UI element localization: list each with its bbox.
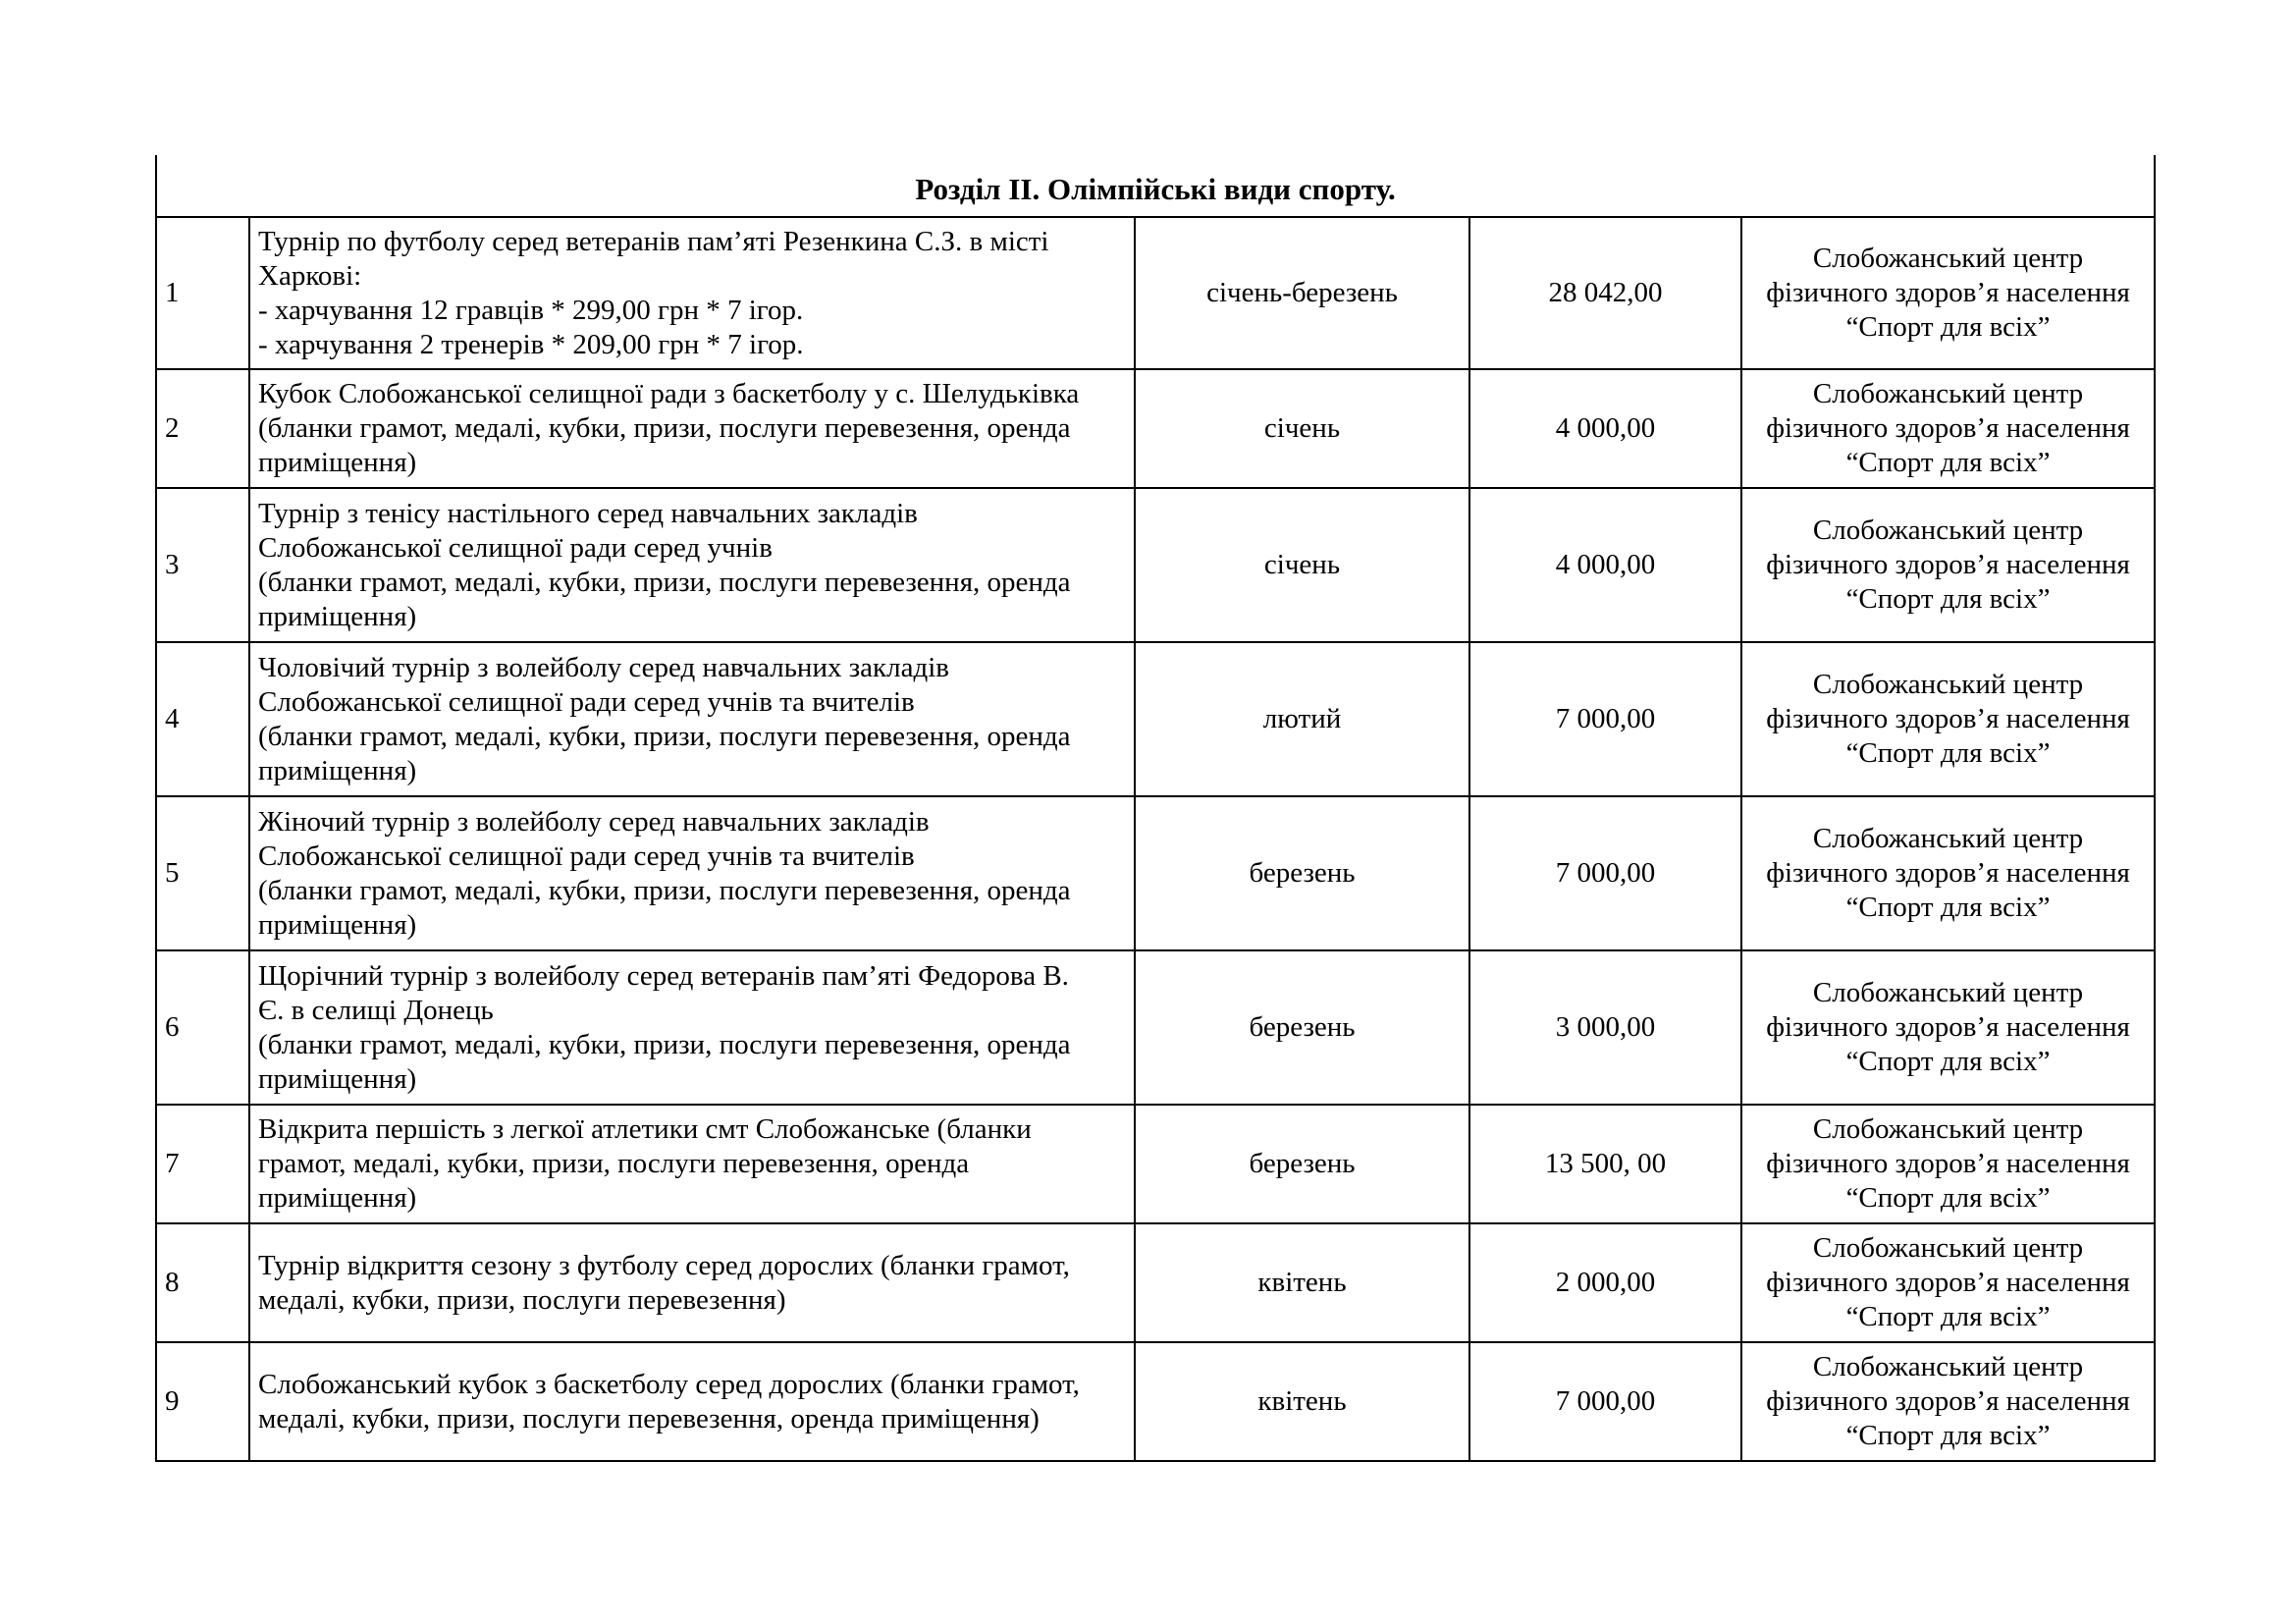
event-name-line: Чоловічий турнір з волейболу серед навчальних закладів bbox=[258, 651, 949, 683]
section-title: Розділ ІІ. Олімпійські види спорту. bbox=[156, 155, 2155, 217]
organizer-line: Слобожанський центр bbox=[1812, 243, 2084, 274]
row-number: 1 bbox=[156, 217, 249, 369]
organizer-line: “Спорт для всіх” bbox=[1845, 583, 2051, 615]
organizer-line: фізичного здоров’я населення bbox=[1766, 277, 2130, 308]
event-name-line: Турнір з тенісу настільного серед навчальних закладів bbox=[258, 497, 918, 529]
row-number: 9 bbox=[156, 1342, 249, 1461]
event-organizer bbox=[1741, 369, 2155, 488]
events-table-body bbox=[156, 155, 2155, 1461]
event-name bbox=[249, 488, 1135, 642]
event-name-line: (бланки грамот, медалі, кубки, призи, послуги перевезення, оренда bbox=[258, 874, 1071, 906]
section-header-row bbox=[156, 155, 2155, 217]
organizer-line: фізичного здоров’я населення bbox=[1766, 703, 2130, 734]
organizer-line: Слобожанський центр bbox=[1812, 514, 2084, 546]
organizer-line: Слобожанський центр bbox=[1812, 378, 2084, 409]
event-name-line: приміщення) bbox=[258, 754, 417, 786]
event-name bbox=[249, 950, 1135, 1105]
organizer-line: Слобожанський центр bbox=[1812, 1351, 2084, 1382]
organizer-line: Слобожанський центр bbox=[1812, 823, 2084, 854]
event-name-line: Кубок Слобожанської селищної ради з баскетболу у с. Шелудьківка bbox=[258, 378, 1080, 409]
event-name-line: приміщення) bbox=[258, 908, 417, 941]
organizer-line: фізичного здоров’я населення bbox=[1766, 1385, 2130, 1417]
table-row bbox=[156, 796, 2155, 950]
event-amount: 2 000,00 bbox=[1469, 1223, 1741, 1342]
table-row bbox=[156, 1105, 2155, 1223]
event-name-line: медалі, кубки, призи, послуги перевезення) bbox=[258, 1283, 786, 1316]
event-name-line: приміщення) bbox=[258, 1182, 417, 1214]
table-row bbox=[156, 642, 2155, 796]
event-name bbox=[249, 1105, 1135, 1223]
organizer-line: “Спорт для всіх” bbox=[1845, 1046, 2051, 1077]
event-amount: 4 000,00 bbox=[1469, 488, 1741, 642]
event-name-line: Слобожанської селищної ради серед учнів bbox=[258, 531, 773, 564]
event-period: квітень bbox=[1135, 1342, 1469, 1461]
event-name-line: Слобожанський кубок з баскетболу серед дорослих (бланки грамот, bbox=[258, 1368, 1080, 1400]
event-organizer bbox=[1741, 488, 2155, 642]
event-name-line: - харчування 12 гравців * 299,00 грн * 7 ігор. bbox=[258, 294, 804, 326]
table-row bbox=[156, 488, 2155, 642]
event-name-line: (бланки грамот, медалі, кубки, призи, послуги перевезення, оренда bbox=[258, 412, 1071, 444]
event-name-line: Щорічний турнір з волейболу серед ветеранів пам’яті Федорова В. bbox=[258, 959, 1069, 992]
organizer-line: фізичного здоров’я населення bbox=[1766, 1011, 2130, 1043]
event-amount: 28 042,00 bbox=[1469, 217, 1741, 369]
event-name bbox=[249, 217, 1135, 369]
row-number: 2 bbox=[156, 369, 249, 488]
event-name-line: (бланки грамот, медалі, кубки, призи, послуги перевезення, оренда bbox=[258, 720, 1071, 752]
event-name-line: Слобожанської селищної ради серед учнів та вчителів bbox=[258, 685, 915, 718]
organizer-line: фізичного здоров’я населення bbox=[1766, 412, 2130, 444]
organizer-line: “Спорт для всіх” bbox=[1845, 1182, 2051, 1214]
event-name bbox=[249, 1223, 1135, 1342]
event-amount: 7 000,00 bbox=[1469, 796, 1741, 950]
event-name-line: приміщення) bbox=[258, 600, 417, 632]
table-row bbox=[156, 1342, 2155, 1461]
event-amount: 7 000,00 bbox=[1469, 642, 1741, 796]
event-period: січень bbox=[1135, 369, 1469, 488]
event-name-line: Турнір по футболу серед ветеранів пам’яті Резенкина С.З. в місті bbox=[258, 225, 1049, 257]
event-name-line: грамот, медалі, кубки, призи, послуги перевезення, оренда bbox=[258, 1148, 970, 1179]
event-name bbox=[249, 369, 1135, 488]
organizer-line: “Спорт для всіх” bbox=[1845, 1420, 2051, 1451]
event-amount: 3 000,00 bbox=[1469, 950, 1741, 1105]
organizer-line: фізичного здоров’я населення bbox=[1766, 1267, 2130, 1298]
event-name-line: Жіночий турнір з волейболу серед навчальних закладів bbox=[258, 805, 930, 838]
event-name-line: приміщення) bbox=[258, 1062, 417, 1095]
organizer-line: “Спорт для всіх” bbox=[1845, 447, 2051, 478]
event-organizer bbox=[1741, 1223, 2155, 1342]
event-name bbox=[249, 642, 1135, 796]
row-number: 4 bbox=[156, 642, 249, 796]
table-row bbox=[156, 1223, 2155, 1342]
event-name-line: Є. в селищі Донець bbox=[258, 994, 494, 1026]
event-period: березень bbox=[1135, 1105, 1469, 1223]
event-period: березень bbox=[1135, 950, 1469, 1105]
event-period: лютий bbox=[1135, 642, 1469, 796]
event-name-line: Відкрита першість з легкої атлетики смт Слобожанське (бланки bbox=[258, 1113, 1032, 1145]
organizer-line: “Спорт для всіх” bbox=[1845, 1301, 2051, 1332]
event-name-line: - харчування 2 тренерів * 209,00 грн * 7 ігор. bbox=[258, 328, 804, 360]
organizer-line: Слобожанський центр bbox=[1812, 977, 2084, 1008]
event-name-line: (бланки грамот, медалі, кубки, призи, послуги перевезення, оренда bbox=[258, 566, 1071, 598]
row-number: 6 bbox=[156, 950, 249, 1105]
organizer-line: фізичного здоров’я населення bbox=[1766, 1148, 2130, 1179]
event-organizer bbox=[1741, 950, 2155, 1105]
event-name-line: Турнір відкриття сезону з футболу серед дорослих (бланки грамот, bbox=[258, 1249, 1070, 1281]
row-number: 5 bbox=[156, 796, 249, 950]
row-number: 8 bbox=[156, 1223, 249, 1342]
event-organizer bbox=[1741, 217, 2155, 369]
event-period: квітень bbox=[1135, 1223, 1469, 1342]
organizer-line: фізичного здоров’я населення bbox=[1766, 857, 2130, 889]
table-row bbox=[156, 950, 2155, 1105]
event-amount: 4 000,00 bbox=[1469, 369, 1741, 488]
organizer-line: “Спорт для всіх” bbox=[1845, 892, 2051, 923]
event-amount: 13 500, 00 bbox=[1469, 1105, 1741, 1223]
row-number: 3 bbox=[156, 488, 249, 642]
organizer-line: Слобожанський центр bbox=[1812, 1113, 2084, 1145]
event-name-line: Харкові: bbox=[258, 259, 362, 292]
table-row bbox=[156, 217, 2155, 369]
event-name-line: приміщення) bbox=[258, 447, 417, 478]
event-organizer bbox=[1741, 642, 2155, 796]
event-amount: 7 000,00 bbox=[1469, 1342, 1741, 1461]
event-organizer bbox=[1741, 1105, 2155, 1223]
event-name-line: Слобожанської селищної ради серед учнів та вчителів bbox=[258, 839, 915, 872]
organizer-line: Слобожанський центр bbox=[1812, 1232, 2084, 1264]
event-organizer bbox=[1741, 796, 2155, 950]
event-name-line: (бланки грамот, медалі, кубки, призи, послуги перевезення, оренда bbox=[258, 1028, 1071, 1060]
events-table bbox=[155, 155, 2156, 1462]
organizer-line: фізичного здоров’я населення bbox=[1766, 549, 2130, 580]
event-period: березень bbox=[1135, 796, 1469, 950]
organizer-line: “Спорт для всіх” bbox=[1845, 311, 2051, 343]
event-name bbox=[249, 796, 1135, 950]
organizer-line: Слобожанський центр bbox=[1812, 669, 2084, 700]
event-name bbox=[249, 1342, 1135, 1461]
event-period: січень bbox=[1135, 488, 1469, 642]
row-number: 7 bbox=[156, 1105, 249, 1223]
event-period: січень-березень bbox=[1135, 217, 1469, 369]
event-name-line: медалі, кубки, призи, послуги перевезення, оренда приміщення) bbox=[258, 1402, 1040, 1435]
event-organizer bbox=[1741, 1342, 2155, 1461]
table-row bbox=[156, 369, 2155, 488]
organizer-line: “Спорт для всіх” bbox=[1845, 737, 2051, 769]
